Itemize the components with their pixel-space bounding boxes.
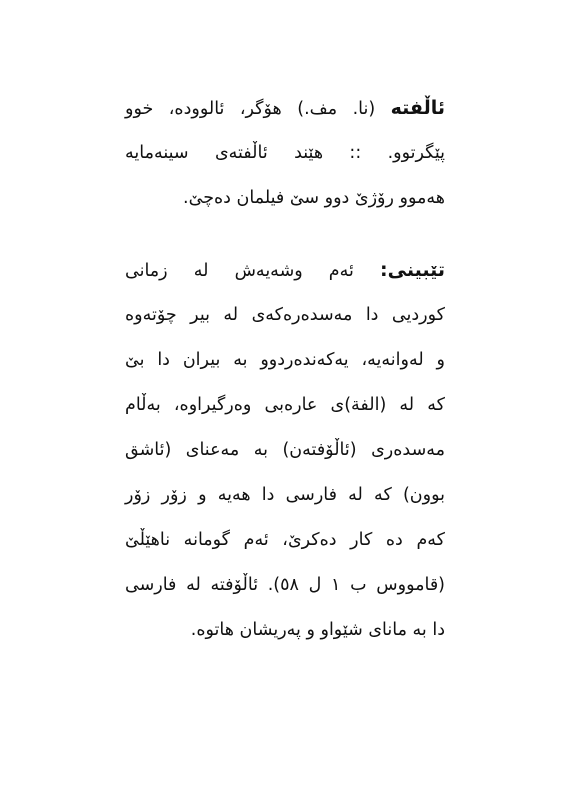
entry-line-1 (125, 96, 445, 141)
note-line-8: (قامووس ب ١ ل ٥٨). ئاڵۆفتە لە فارسی (125, 575, 446, 595)
entry-line-3: هەموو رۆژێ دوو سێ فیلمان دەچێ. (183, 188, 445, 208)
dictionary-entry (125, 96, 445, 231)
note-line-7: کەم دە کار دەکرێ، ئەم گومانە ناهێڵێ (125, 530, 445, 550)
note-line-4: کە لە (الفة)ی عارەبی وەرگیراوە، بەڵام (125, 395, 445, 415)
note-line-3: و لەوانەیە، یەکەندەردوو بە بیران دا بێ (125, 350, 445, 370)
note-line-9: دا بە مانای شێواو و پەریشان هاتوە. (190, 620, 445, 640)
entry-definition-start: (نا. مف.) هۆگر، ئالووده، خوو (125, 99, 391, 119)
note-line-6: بوون) کە لە فارسی دا هەیە و زۆر زۆر (125, 485, 445, 505)
entry-headword: ئاڵفته (390, 97, 445, 119)
note-paragraph (125, 258, 445, 663)
note-label: تێبینی: (380, 259, 445, 281)
note-line-5: مەسدەری (ئاڵۆفتەن) بە مەعنای (ئاشق (125, 440, 445, 460)
note-line-1 (125, 258, 445, 303)
note-line-2: کوردیی دا مەسدەرەکەی لە بیر چۆتەوە (125, 305, 445, 325)
entry-line-2: پێگرتوو. :: هێند ئاڵفتەی سینەمایە (125, 143, 445, 163)
note-text-start: ئەم وشەیەش لە زمانی (125, 261, 381, 281)
